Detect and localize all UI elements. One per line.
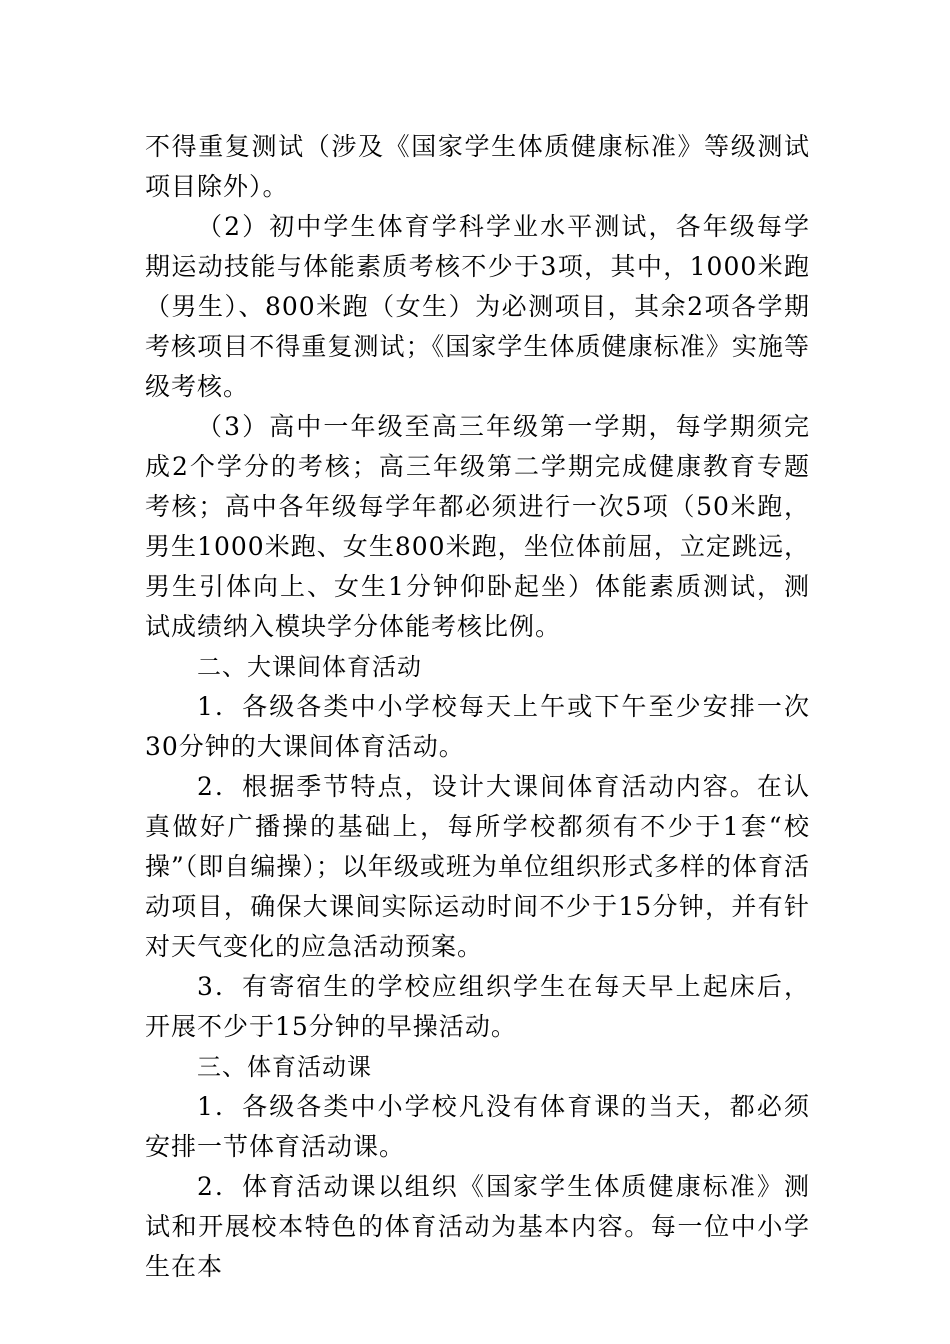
document-page bbox=[145, 127, 810, 1287]
paragraph-senior-high-test: （3）高中一年级至高三年级第一学期，每学期须完成2个学分的考核；高三年级第二学期完成健康教育专题考核；高中各年级每学年都必须进行一次5项（50米跑，男生1000米跑、女生800米跑，坐位体前屈，立定跳远，男生引体向上、女生1分钟仰卧起坐）体能素质测试，测试成绩纳入模块学分体能考核比例。 bbox=[145, 412, 810, 641]
paragraph-activity-item-1: 1．各级各类中小学校凡没有体育课的当天，都必须安排一节体育活动课。 bbox=[145, 1092, 810, 1161]
paragraph-junior-high-test: （2）初中学生体育学科学业水平测试，各年级每学期运动技能与体能素质考核不少于3项，其中，1000米跑（男生）、800米跑（女生）为必测项目，其余2项各学期考核项目不得重复测试；《国家学生体质健康标准》实施等级考核。 bbox=[145, 212, 810, 401]
section-heading-activity-class: 三、体育活动课 bbox=[197, 1053, 372, 1081]
paragraph-recess-item-2: 2．根据季节特点，设计大课间体育活动内容。在认真做好广播操的基础上，每所学校都须有不少于1套“校操”（即自编操）；以年级或班为单位组织形式多样的体育活动项目，确保大课间实际运动时间不少于15分钟，并有针对天气变化的应急活动预案。 bbox=[145, 772, 810, 961]
section-heading-recess-activity: 二、大课间体育活动 bbox=[197, 653, 422, 681]
paragraph-continuation: 不得重复测试（涉及《国家学生体质健康标准》等级测试项目除外）。 bbox=[145, 132, 810, 201]
paragraph-activity-item-2: 2．体育活动课以组织《国家学生体质健康标准》测试和开展校本特色的体育活动为基本内容。每一位中小学生在本 bbox=[145, 1172, 810, 1281]
paragraph-recess-item-1: 1．各级各类中小学校每天上午或下午至少安排一次30分钟的大课间体育活动。 bbox=[145, 692, 810, 761]
paragraph-recess-item-3: 3．有寄宿生的学校应组织学生在每天早上起床后，开展不少于15分钟的早操活动。 bbox=[145, 972, 810, 1041]
